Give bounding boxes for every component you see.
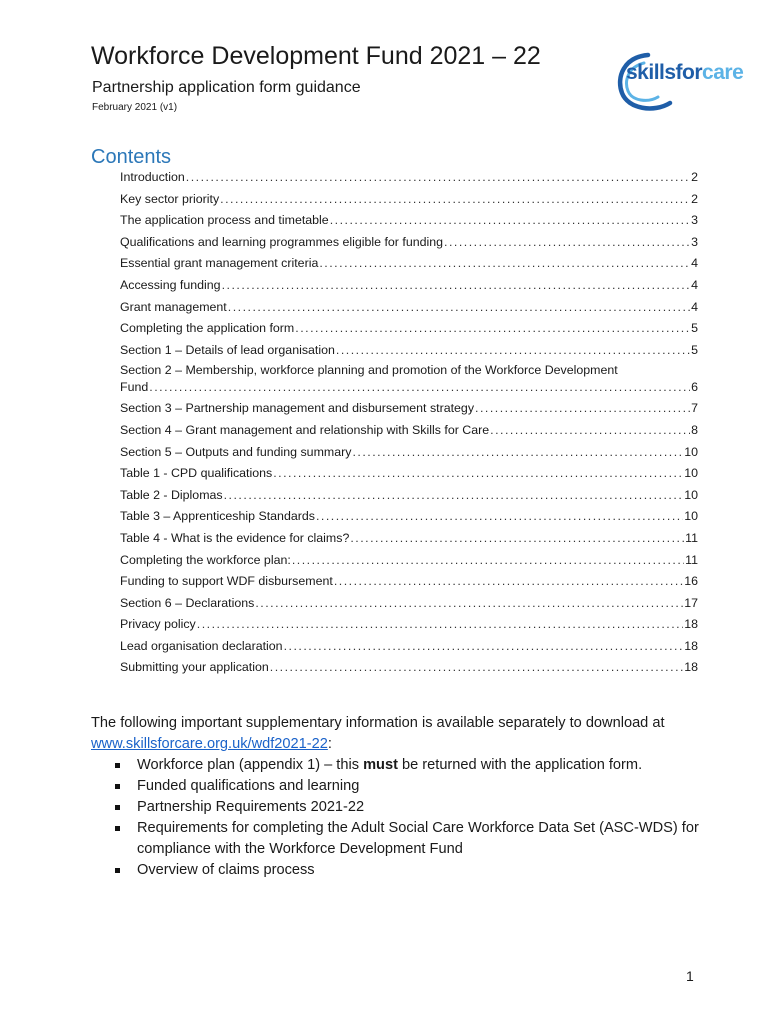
toc-page: 10	[684, 444, 698, 459]
toc-item-essential-criteria[interactable]	[120, 254, 698, 276]
toc-label: Table 2 - Diplomas	[120, 487, 223, 502]
toc-label: Accessing funding	[120, 277, 221, 292]
toc-leader	[273, 464, 683, 483]
toc-leader	[336, 341, 690, 360]
toc-page: 7	[691, 401, 698, 416]
supplementary-intro	[91, 713, 701, 755]
toc-item-section-2[interactable]	[120, 362, 698, 399]
toc-page: 3	[691, 234, 698, 249]
toc-page: 10	[684, 466, 698, 481]
toc-page: 2	[691, 191, 698, 206]
bullet-emphasis: must	[363, 757, 398, 773]
toc-page: 4	[691, 256, 698, 271]
toc-label: Funding to support WDF disbursement	[120, 574, 333, 589]
toc-leader	[352, 443, 683, 462]
toc-leader	[350, 529, 684, 548]
list-item: Funded qualifications and learning	[91, 776, 701, 797]
toc-page: 17	[684, 595, 698, 610]
toc-page: 4	[691, 277, 698, 292]
table-of-contents	[120, 168, 698, 680]
toc-label: Section 2 – Membership, workforce planning and promotion of the Workforce Development	[120, 363, 618, 378]
toc-item-section-5[interactable]	[120, 443, 698, 465]
toc-label: Lead organisation declaration	[120, 638, 283, 653]
bullet-text: be returned with the application form.	[402, 757, 643, 773]
toc-label: Privacy policy	[120, 617, 196, 632]
toc-leader	[197, 615, 683, 634]
toc-page: 10	[684, 509, 698, 524]
toc-item-section-3[interactable]	[120, 399, 698, 421]
toc-leader	[228, 298, 690, 317]
supplementary-info	[91, 713, 701, 881]
supplementary-list	[91, 755, 701, 881]
toc-item-table-3[interactable]	[120, 507, 698, 529]
document-title: Workforce Development Fund 2021 – 22	[91, 42, 541, 70]
toc-item-lead-declaration[interactable]	[120, 637, 698, 659]
document-date: February 2021 (v1)	[92, 102, 178, 113]
toc-label: Table 3 – Apprenticeship Standards	[120, 509, 315, 524]
toc-item-privacy-policy[interactable]	[120, 615, 698, 637]
toc-leader	[334, 572, 683, 591]
toc-item-table-4[interactable]	[120, 529, 698, 551]
list-item: Overview of claims process	[91, 860, 701, 881]
toc-page: 18	[684, 638, 698, 653]
toc-label-continued: Fund	[120, 380, 149, 395]
toc-leader	[222, 276, 691, 295]
toc-label: The application process and timetable	[120, 213, 329, 228]
toc-page: 4	[691, 299, 698, 314]
toc-page: 16	[684, 574, 698, 589]
toc-item-submitting[interactable]	[120, 658, 698, 680]
toc-item-key-sector-priority[interactable]	[120, 190, 698, 212]
toc-page: 6	[691, 380, 698, 395]
toc-label: Section 1 – Details of lead organisation	[120, 342, 335, 357]
toc-page: 8	[691, 422, 698, 437]
document-subtitle: Partnership application form guidance	[92, 79, 361, 96]
toc-item-table-2[interactable]	[120, 486, 698, 508]
list-item	[91, 755, 701, 776]
toc-leader	[319, 254, 690, 273]
toc-leader	[295, 319, 690, 338]
list-item: Requirements for completing the Adult Social Care Workforce Data Set (ASC-WDS) for compliance with the Workforce Development Fund	[91, 818, 701, 860]
svg-text:skillsforcare	[626, 61, 743, 84]
toc-label: Section 3 – Partnership management and disbursement strategy	[120, 401, 475, 416]
toc-leader	[444, 233, 690, 252]
toc-leader	[270, 658, 683, 677]
toc-leader	[284, 637, 684, 656]
toc-leader	[292, 551, 684, 570]
toc-label: Table 4 - What is the evidence for claims?	[120, 530, 350, 545]
toc-leader	[224, 486, 684, 505]
toc-item-grant-management[interactable]	[120, 298, 698, 320]
skills-for-care-logo	[614, 47, 770, 113]
toc-item-accessing-funding[interactable]	[120, 276, 698, 298]
toc-item-qualifications[interactable]	[120, 233, 698, 255]
toc-label: Completing the workforce plan:	[120, 552, 291, 567]
toc-label: Section 4 – Grant management and relationship with Skills for Care	[120, 422, 490, 437]
supplementary-intro-text: The following important supplementary information is available separately to download at	[91, 715, 665, 731]
toc-label: Completing the application form	[120, 321, 295, 336]
toc-leader	[330, 211, 690, 230]
contents-heading: Contents	[91, 146, 172, 168]
toc-item-completing-form[interactable]	[120, 319, 698, 341]
toc-item-funding-support[interactable]	[120, 572, 698, 594]
toc-label: Section 6 – Declarations	[120, 595, 255, 610]
logo-text-primary: skillsfor	[626, 61, 703, 84]
toc-label: Grant management	[120, 299, 227, 314]
toc-label: Section 5 – Outputs and funding summary	[120, 444, 352, 459]
list-item: Partnership Requirements 2021-22	[91, 797, 701, 818]
page-number: 1	[686, 968, 694, 984]
toc-label: Introduction	[120, 170, 185, 184]
toc-page: 3	[691, 213, 698, 228]
toc-item-section-1[interactable]	[120, 341, 698, 363]
toc-label: Qualifications and learning programmes eligible for funding	[120, 234, 444, 249]
toc-label: Essential grant management criteria	[120, 256, 319, 271]
download-link[interactable]: www.skillsforcare.org.uk/wdf2021-22	[91, 736, 328, 752]
toc-page: 11	[685, 530, 698, 545]
toc-leader	[255, 594, 683, 613]
toc-page: 10	[684, 487, 698, 502]
toc-item-workforce-plan[interactable]	[120, 551, 698, 573]
toc-leader	[475, 399, 690, 418]
logo-text-accent: care	[702, 61, 744, 84]
toc-page: 18	[684, 617, 698, 632]
toc-item-section-4[interactable]	[120, 421, 698, 443]
bullet-text: Workforce plan (appendix 1) – this	[137, 757, 359, 773]
toc-item-section-6[interactable]	[120, 594, 698, 616]
toc-page: 11	[685, 552, 698, 567]
intro-colon: :	[327, 736, 332, 752]
toc-item-introduction[interactable]	[120, 168, 698, 190]
toc-leader	[220, 190, 690, 209]
toc-leader	[490, 421, 690, 440]
toc-label: Key sector priority	[120, 191, 220, 206]
toc-leader	[186, 168, 690, 187]
toc-page: 2	[691, 170, 698, 184]
toc-page: 5	[691, 321, 698, 336]
toc-page: 18	[684, 660, 698, 675]
toc-page: 5	[691, 342, 698, 357]
toc-item-table-1[interactable]	[120, 464, 698, 486]
toc-label: Submitting your application	[120, 660, 269, 675]
toc-item-application-process[interactable]	[120, 211, 698, 233]
toc-leader	[149, 379, 690, 396]
toc-leader	[316, 507, 683, 526]
toc-label: Table 1 - CPD qualifications	[120, 466, 273, 481]
